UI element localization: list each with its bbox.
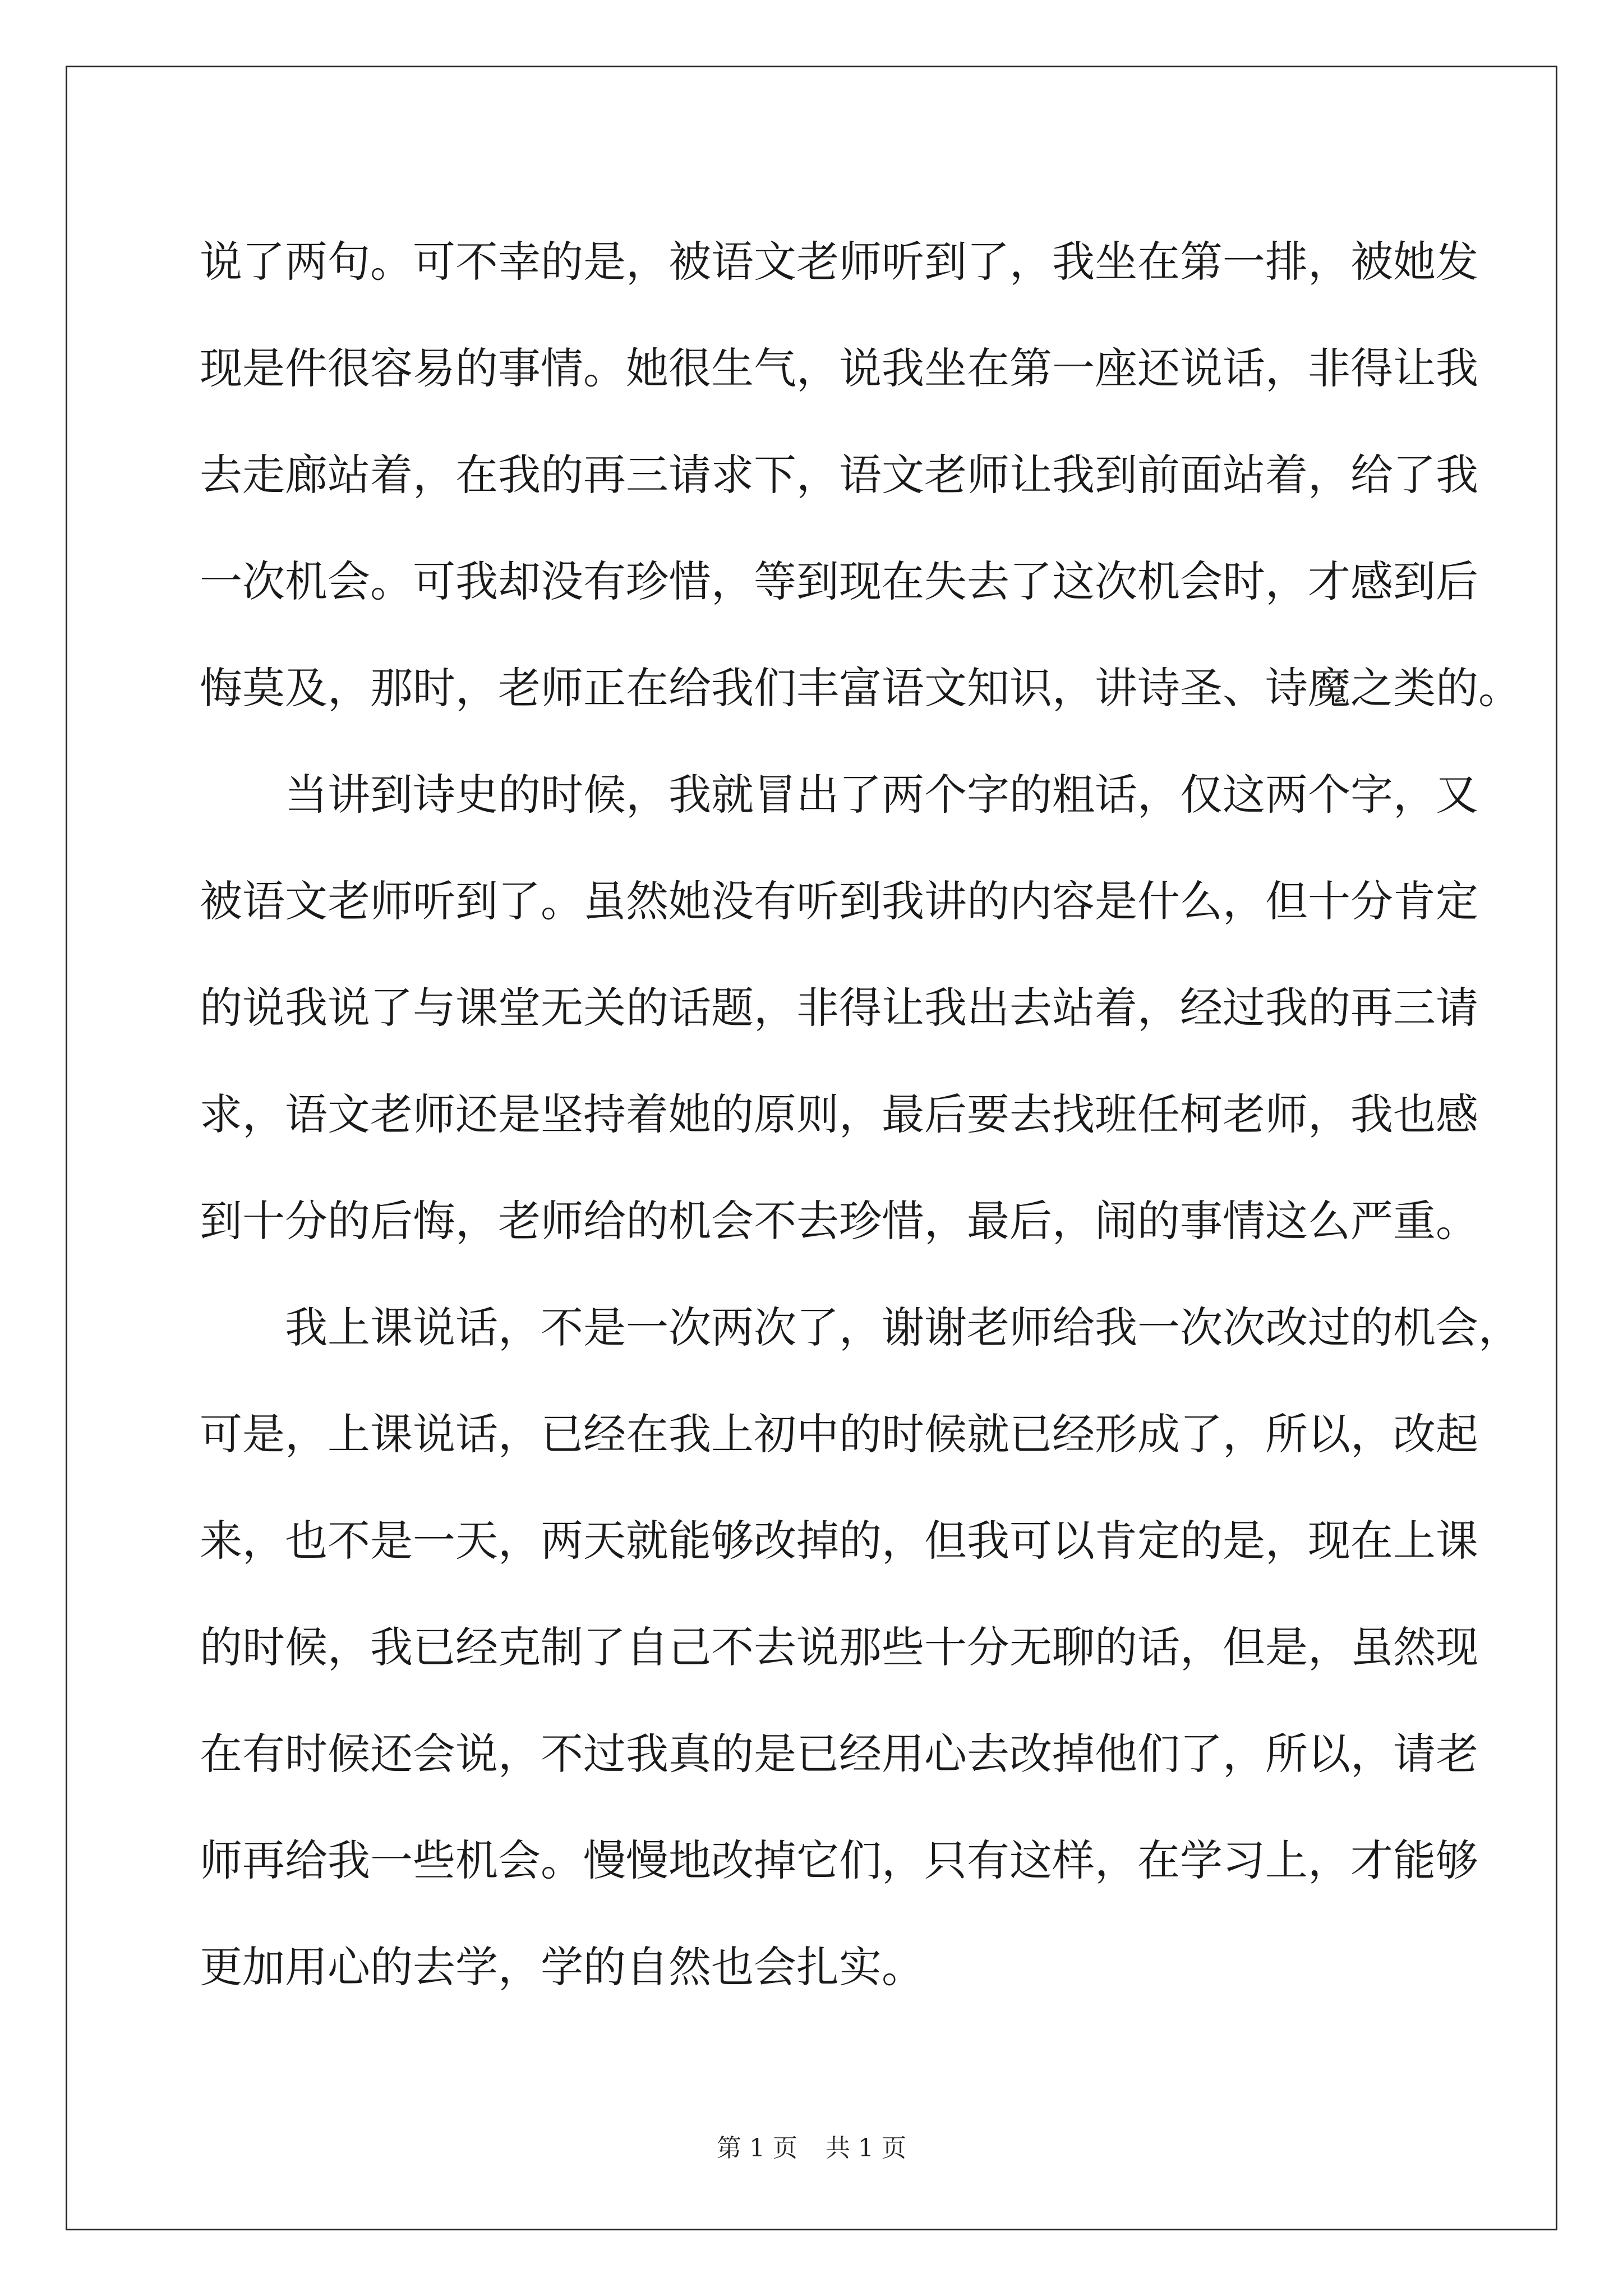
text-line: 现是件很容易的事情。她很生气，说我坐在第一座还说话，非得让我	[200, 343, 1478, 393]
text-line: 说了两句。可不幸的是，被语文老师听到了，我坐在第一排，被她发	[200, 237, 1478, 287]
text-line: 的时候，我已经克制了自己不去说那些十分无聊的话，但是，虽然现	[200, 1622, 1478, 1672]
document-body	[200, 209, 1521, 2021]
text-line: 求，语文老师还是坚持着她的原则，最后要去找班任柯老师，我也感	[200, 1089, 1478, 1139]
text-line: 被语文老师听到了。虽然她没有听到我讲的内容是什么，但十分肯定	[200, 876, 1478, 926]
text-line: 我上课说话，不是一次两次了，谢谢老师给我一次次改过的机会，	[285, 1303, 1521, 1352]
page-number: 第 1 页	[717, 2134, 797, 2162]
text-line: 悔莫及，那时，老师正在给我们丰富语文知识，讲诗圣、诗魔之类的。	[200, 663, 1521, 713]
text-line: 的说我说了与课堂无关的话题，非得让我出去站着，经过我的再三请	[200, 983, 1478, 1033]
text-line: 更加用心的去学，学的自然也会扎实。	[200, 1942, 924, 1992]
text-line: 到十分的后悔，老师给的机会不去珍惜，最后，闹的事情这么严重。	[200, 1196, 1478, 1246]
text-line: 去走廊站着，在我的再三请求下，语文老师让我到前面站着，给了我	[200, 450, 1478, 500]
text-line: 可是，上课说话，已经在我上初中的时候就已经形成了，所以，改起	[200, 1409, 1478, 1459]
page-footer	[0, 2132, 1623, 2165]
page-total: 共 1 页	[826, 2134, 906, 2162]
text-line: 当讲到诗史的时候，我就冒出了两个字的粗话，仅这两个字，又	[285, 770, 1478, 820]
text-line: 一次机会。可我却没有珍惜，等到现在失去了这次机会时，才感到后	[200, 556, 1478, 606]
text-line: 在有时候还会说，不过我真的是已经用心去改掉他们了，所以，请老	[200, 1729, 1478, 1779]
text-line: 师再给我一些机会。慢慢地改掉它们，只有这样，在学习上，才能够	[200, 1835, 1478, 1885]
text-line: 来，也不是一天，两天就能够改掉的，但我可以肯定的是，现在上课	[200, 1516, 1478, 1566]
